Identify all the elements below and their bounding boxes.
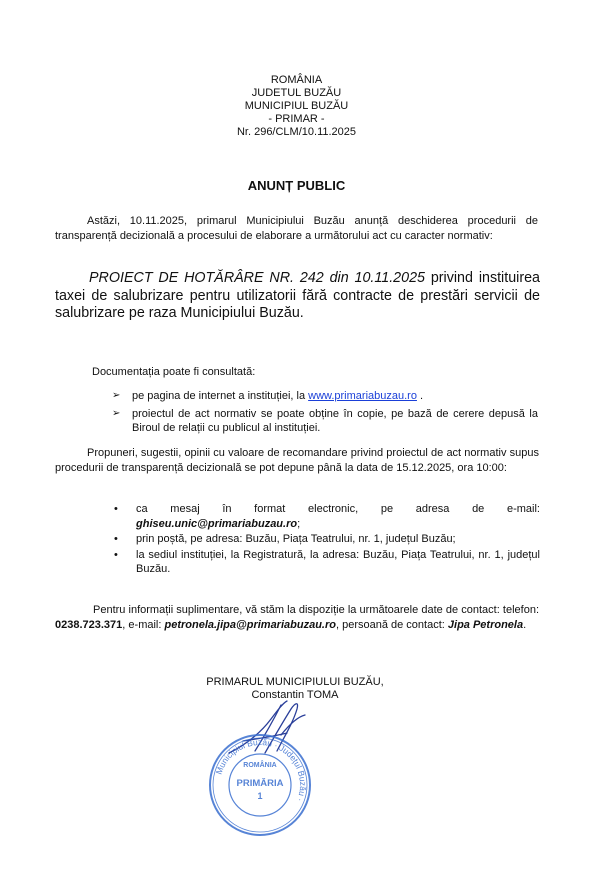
official-seal <box>205 730 315 840</box>
website-link[interactable]: www.primariabuzau.ro <box>308 390 417 402</box>
header-county: JUDETUL BUZĂU <box>251 87 342 99</box>
list-item: • la sediul instituției, la Registratură, la adresa: Buzău, Piața Teatrului, nr. 1, județul Buzău. <box>114 548 540 575</box>
proposals-paragraph: Propuneri, sugestii, opinii cu valoare de recomandare privind proiectul de act normativ supus procedurii de transparență decizională se pot depune până la data de 15.12.2025, ora 10:00: <box>55 447 539 474</box>
seal-top-text: ROMÂNIA <box>243 762 277 769</box>
contact-email[interactable]: petronela.jipa@primariabuzau.ro <box>164 618 336 631</box>
arrow-bullet-icon: ➢ <box>112 408 121 419</box>
submission-channels-list <box>112 502 540 578</box>
project-paragraph <box>55 270 540 323</box>
header-country: ROMÂNIA <box>270 74 323 86</box>
page-title: ANUNȚ PUBLIC <box>247 178 346 193</box>
list-item: ➢ proiectul de act normativ se poate obține în copie, pe bază de cerere depusă la Biroul de relații cu publicul al instituției. <box>112 408 538 434</box>
documentation-list <box>112 389 538 439</box>
documentation-lead: Documentația poate fi consultată: <box>92 366 256 378</box>
contact-paragraph: Pentru informații suplimentare, vă stăm la dispoziție la următoarele date de contact: telefon: 0238.723.371, e-mail: petronela.jipa@primariabuzau.ro, persoană de contact: Jipa Petronela. <box>55 604 539 631</box>
signatory-name: Constantin TOMA <box>251 689 339 701</box>
list-item: • ca mesaj în format electronic, pe adresa de e-mail: ghiseu.unic@primariabuzau.ro; <box>114 503 540 530</box>
intro-paragraph: Astăzi, 10.11.2025, primarul Municipiului Buzău anunță deschiderea procedurii de transparență decizională a procesului de elaborare a următorului act cu caracter normativ: <box>55 215 538 242</box>
project-description: privind instituirea taxei de salubrizare pentru utilizatorii fără contracte de prestări servicii de salubrizare pe raza Municipiului Buzău. <box>55 270 541 321</box>
contact-phone: 0238.723.371 <box>55 618 123 631</box>
submission-email[interactable]: ghiseu.unic@primariabuzau.ro <box>136 517 298 530</box>
list-item: ➢ pe pagina de internet a instituției, la www.primariabuzau.ro . <box>112 390 424 402</box>
list-item: • prin poștă, pe adresa: Buzău, Piața Teatrului, nr. 1, județul Buzău; <box>114 533 456 545</box>
seal-center-text: PRIMĂRIA <box>236 778 284 789</box>
arrow-bullet-icon: ➢ <box>112 390 121 401</box>
header-municipality: MUNICIPIUL BUZĂU <box>244 100 349 112</box>
contact-person: Jipa Petronela <box>447 618 524 631</box>
header-reference: Nr. 296/CLM/10.11.2025 <box>236 126 357 138</box>
bullet-icon: • <box>114 533 118 545</box>
bullet-icon: • <box>114 548 118 561</box>
bullet-icon: • <box>114 503 118 515</box>
seal-number: 1 <box>257 791 263 801</box>
project-name: PROIECT DE HOTĂRÂRE NR. 242 din 10.11.2025 <box>89 270 425 286</box>
signatory-role: PRIMARUL MUNICIPIULUI BUZĂU, <box>206 676 384 688</box>
header-office: - PRIMAR - <box>268 113 325 125</box>
seal-ring-text: Municipiul Buzău · Județul Buzău · <box>213 736 309 804</box>
